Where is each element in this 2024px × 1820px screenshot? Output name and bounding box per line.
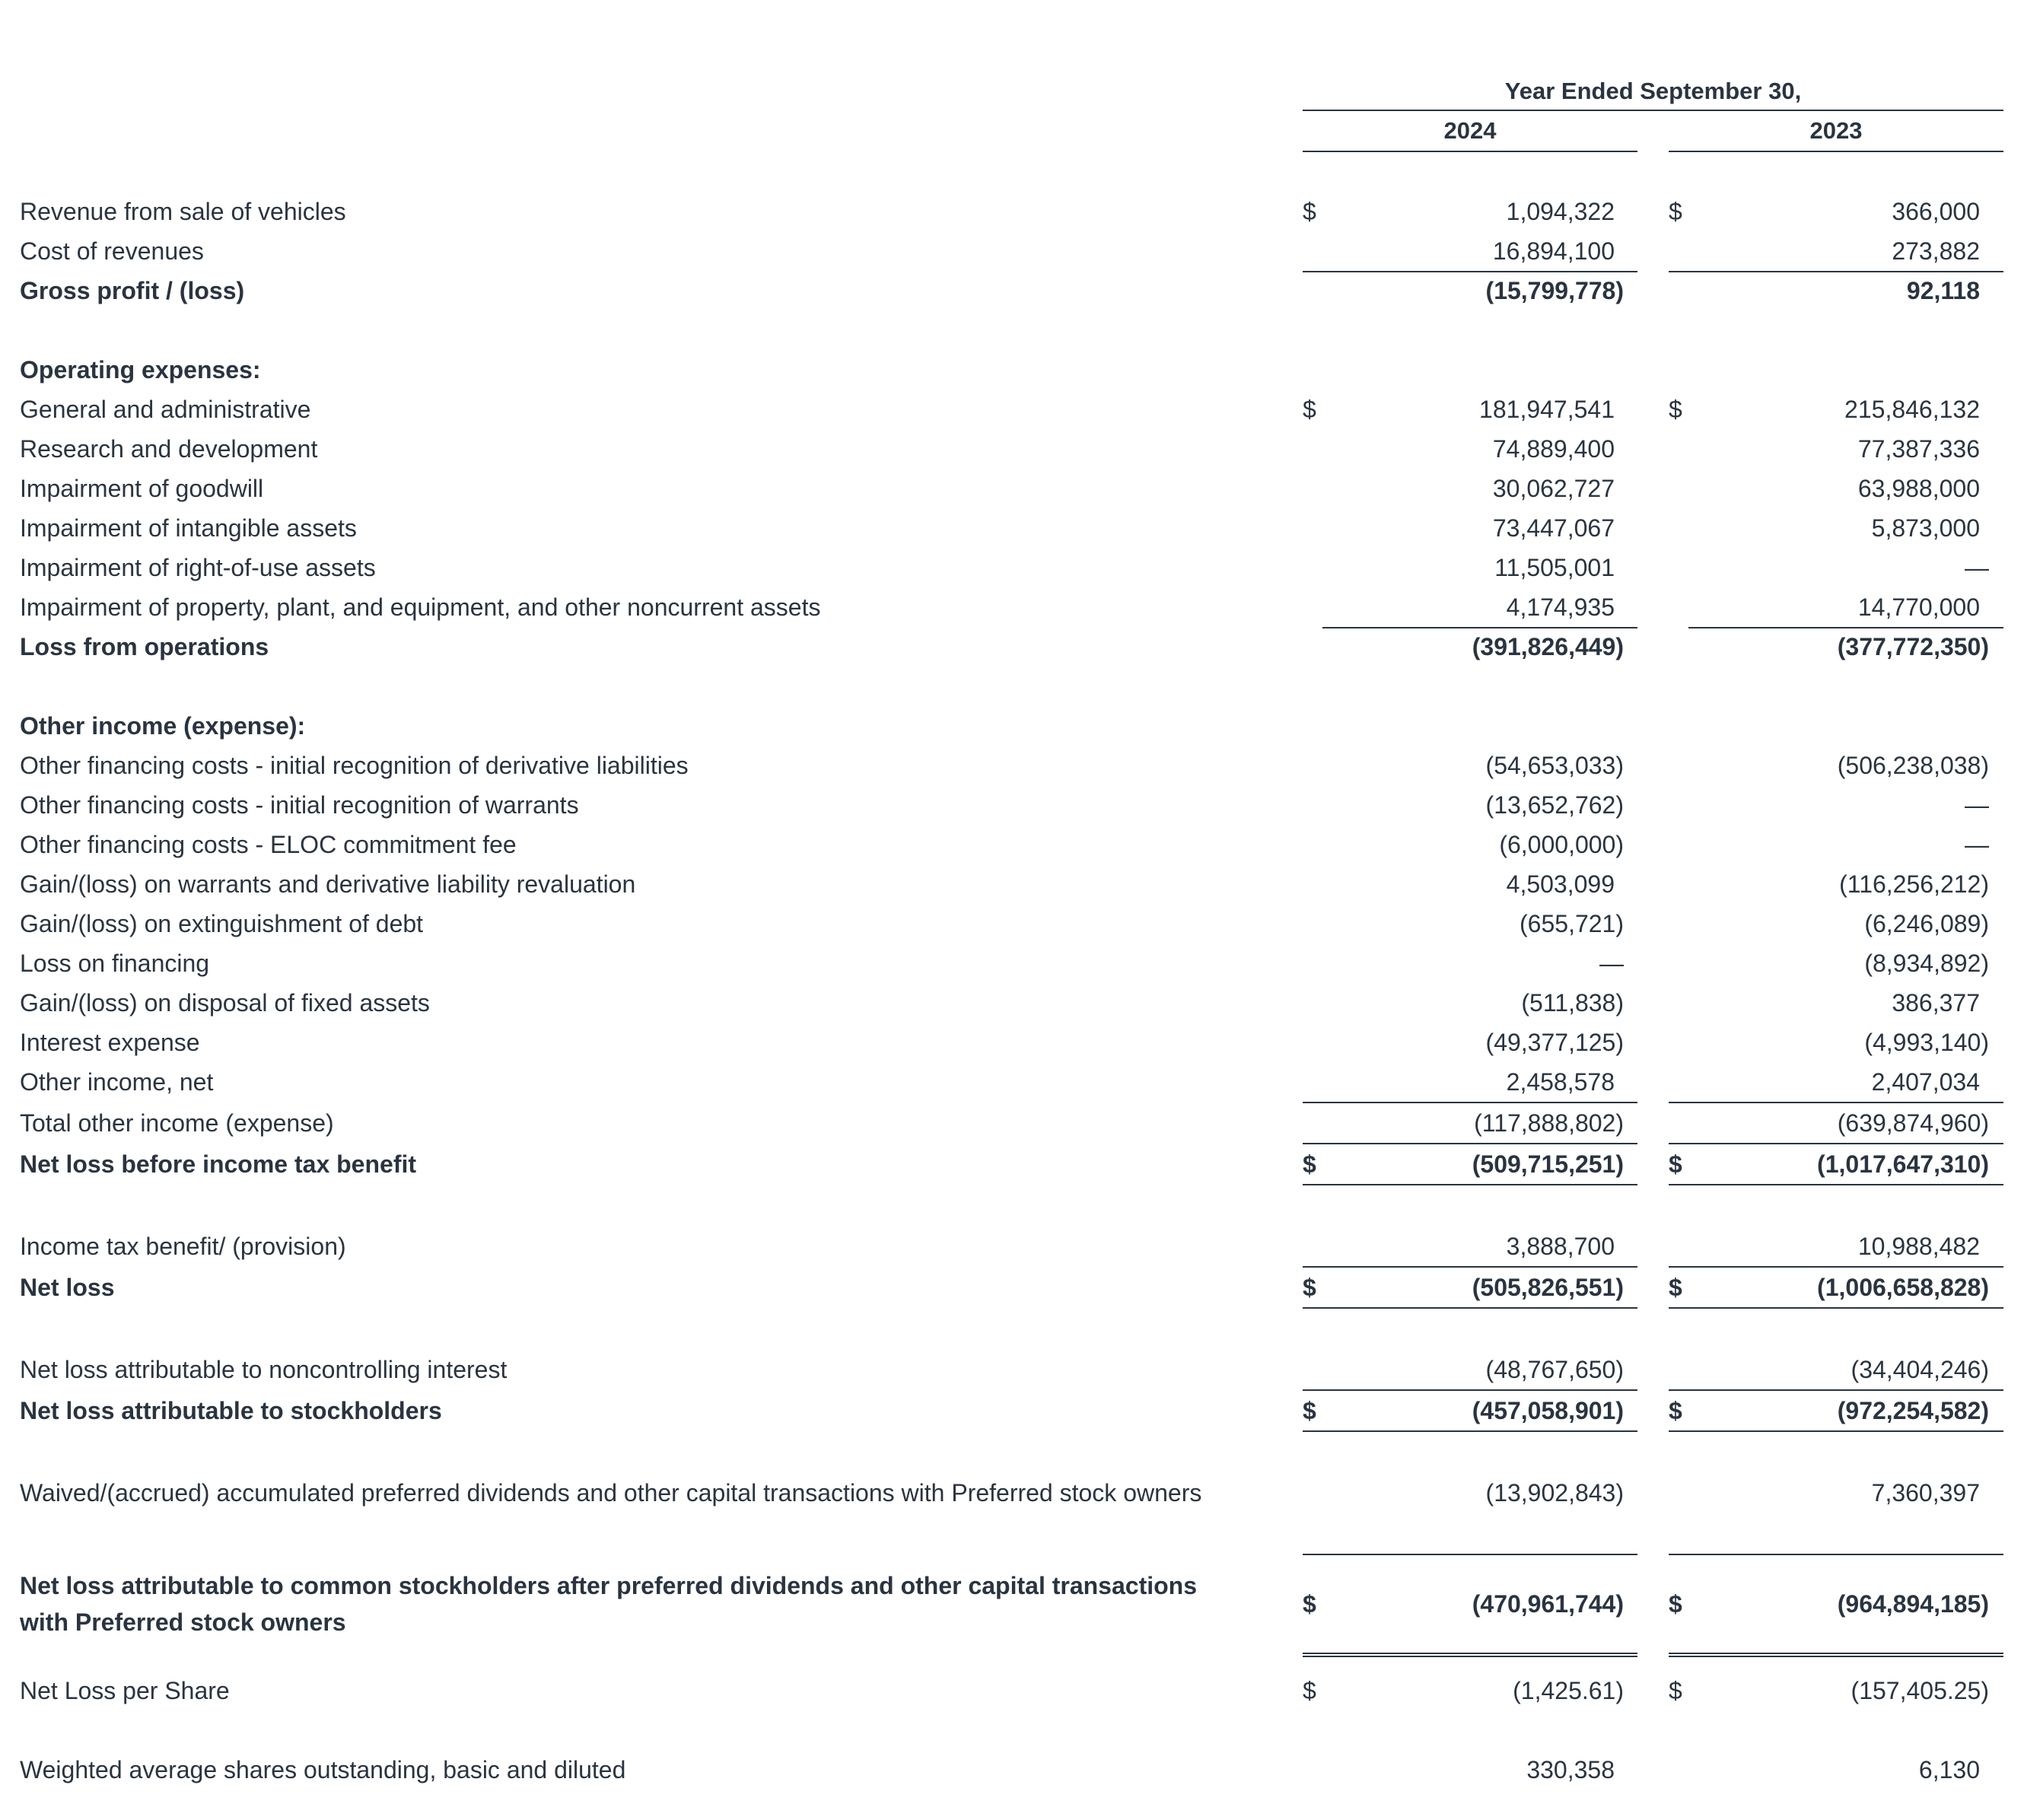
row-label: Loss on financing [20, 950, 210, 977]
column-header-2023: 2023 [1809, 117, 1863, 144]
row-label: Other financing costs - ELOC commitment fee [20, 831, 517, 858]
value-2023: (8,934,892) [1864, 950, 1989, 977]
statement-row [0, 1146, 2024, 1182]
row-rule [1669, 1184, 2003, 1185]
column-header-2024: 2024 [1443, 117, 1497, 144]
column-header-rule-2023 [1669, 151, 2003, 152]
value-2024: (457,058,901) [1472, 1397, 1624, 1424]
value-2024: 181,947,541 [1479, 396, 1615, 423]
value-2023: (6,246,089) [1864, 910, 1989, 937]
value-2024: (13,652,762) [1485, 791, 1624, 819]
statement-row [0, 352, 2024, 388]
row-label: Net Loss per Share [20, 1677, 230, 1704]
value-2024: (505,826,551) [1472, 1274, 1624, 1301]
value-2023: 10,988,482 [1857, 1233, 1980, 1260]
value-2024: (117,888,802) [1474, 1109, 1624, 1137]
row-label: Impairment of goodwill [20, 475, 264, 502]
value-2024: (6,000,000) [1499, 831, 1624, 858]
row-label: General and administrative [20, 396, 311, 423]
row-label: Income tax benefit/ (provision) [20, 1233, 346, 1260]
statement-row [0, 708, 2024, 744]
currency-symbol-2024: $ [1303, 198, 1316, 225]
value-2024: 2,458,578 [1506, 1068, 1615, 1096]
statement-row [0, 905, 2024, 942]
value-2024: 4,174,935 [1506, 593, 1615, 621]
value-2023: (34,404,246) [1851, 1356, 1989, 1383]
currency-symbol-2024: $ [1303, 1590, 1316, 1618]
row-label: Net loss attributable to noncontrolling interest [20, 1356, 508, 1383]
value-2023: (116,256,212) [1839, 870, 1989, 898]
value-2024: (13,902,843) [1485, 1479, 1624, 1507]
value-2024: (15,799,778) [1485, 277, 1624, 304]
row-rule [1669, 1102, 2003, 1103]
row-label: Gain/(loss) on extinguishment of debt [20, 910, 424, 937]
row-rule [1669, 1554, 2003, 1555]
row-label: Net loss [20, 1274, 115, 1301]
value-2024: (509,715,251) [1472, 1150, 1624, 1178]
value-2024: — [1599, 950, 1624, 977]
row-label: Other financing costs - initial recognition of derivative liabilities [20, 752, 689, 779]
row-label: Cost of revenues [20, 237, 204, 265]
row-label: Total other income (expense) [20, 1109, 334, 1137]
value-2024: 1,094,322 [1506, 198, 1615, 225]
row-label: Operating expenses: [20, 356, 261, 383]
value-2024: 3,888,700 [1506, 1233, 1615, 1260]
row-rule [1303, 1102, 1637, 1103]
statement-row [0, 985, 2024, 1021]
row-rule [1303, 1184, 1637, 1185]
statement-row [0, 193, 2024, 230]
row-rule [1669, 1143, 2003, 1144]
row-label: Waived/(accrued) accumulated preferred dividends and other capital transactions with Preferred stock owners [20, 1479, 1202, 1507]
value-2023: — [1965, 791, 1989, 819]
row-label: Weighted average shares outstanding, basic and diluted [20, 1756, 626, 1783]
row-rule [1303, 1554, 1637, 1555]
statement-row [0, 866, 2024, 902]
statement-row [0, 431, 2024, 467]
statement-row [0, 1064, 2024, 1100]
currency-symbol-2023: $ [1669, 1274, 1682, 1301]
value-2023: 2,407,034 [1871, 1068, 1980, 1096]
currency-symbol-2024: $ [1303, 396, 1316, 423]
value-2024: (54,653,033) [1485, 752, 1624, 779]
row-label: Impairment of intangible assets [20, 514, 357, 542]
statement-row [0, 233, 2024, 269]
value-2023: (506,238,038) [1837, 752, 1989, 779]
period-header: Year Ended September 30, [1504, 78, 1802, 104]
value-2024: 11,505,001 [1494, 554, 1615, 581]
value-2023: (4,993,140) [1864, 1029, 1989, 1056]
row-label: Other income, net [20, 1068, 214, 1096]
value-2023: (639,874,960) [1837, 1109, 1989, 1137]
row-label: Gross profit / (loss) [20, 277, 245, 304]
row-rule [1669, 1430, 2003, 1432]
value-2023: (964,894,185) [1837, 1590, 1989, 1618]
currency-symbol-2023: $ [1669, 1397, 1682, 1424]
statement-row [0, 747, 2024, 784]
statement-row [0, 1105, 2024, 1141]
value-2023: 366,000 [1892, 198, 1980, 225]
value-2023: 92,118 [1906, 277, 1980, 304]
value-2024: (655,721) [1520, 910, 1624, 937]
statement-row [0, 510, 2024, 546]
row-label: Impairment of right-of-use assets [20, 554, 376, 581]
currency-symbol-2023: $ [1669, 396, 1682, 423]
row-label: Net loss attributable to common stockholders after preferred dividends and other capital transactions with Preferred stock owners [20, 1572, 1197, 1636]
value-2023: — [1965, 554, 1989, 581]
row-rule [1669, 1266, 2003, 1268]
row-label: Revenue from sale of vehicles [20, 198, 346, 225]
statement-row [0, 1672, 2024, 1709]
statement-row [0, 787, 2024, 823]
value-2023: 273,882 [1892, 237, 1980, 265]
value-2023: 7,360,397 [1871, 1479, 1980, 1507]
statement-row [0, 391, 2024, 428]
row-rule [1669, 1307, 2003, 1309]
row-label: Research and development [20, 435, 318, 463]
row-rule [1303, 1430, 1637, 1432]
row-label: Other financing costs - initial recognition of warrants [20, 791, 579, 819]
period-header-rule [1303, 110, 2003, 111]
value-2024: 73,447,067 [1492, 514, 1615, 542]
statement-row [0, 549, 2024, 586]
row-label: Interest expense [20, 1029, 200, 1056]
value-2023: (377,772,350) [1837, 633, 1989, 660]
value-2024: 74,889,400 [1492, 435, 1615, 463]
value-2023: 386,377 [1892, 989, 1980, 1017]
currency-symbol-2023: $ [1669, 198, 1682, 225]
row-label: Other income (expense): [20, 712, 306, 740]
row-rule [1669, 1389, 2003, 1391]
value-2023: 215,846,132 [1844, 396, 1980, 423]
value-2023: (1,006,658,828) [1817, 1274, 1989, 1301]
statement-row [0, 1567, 2024, 1640]
currency-symbol-2024: $ [1303, 1677, 1316, 1704]
statement-row [0, 1228, 2024, 1265]
currency-symbol-2024: $ [1303, 1274, 1316, 1301]
value-2023: 6,130 [1918, 1756, 1980, 1783]
column-header-rule-2024 [1303, 151, 1637, 152]
row-label: Gain/(loss) on disposal of fixed assets [20, 989, 430, 1017]
value-2024: (48,767,650) [1485, 1356, 1624, 1383]
statement-row [0, 628, 2024, 665]
statement-row [0, 1752, 2024, 1788]
currency-symbol-2023: $ [1669, 1677, 1682, 1704]
currency-symbol-2024: $ [1303, 1397, 1316, 1424]
currency-symbol-2024: $ [1303, 1150, 1316, 1178]
row-rule [1303, 1307, 1637, 1309]
currency-symbol-2023: $ [1669, 1590, 1682, 1618]
row-rule [1303, 1653, 1637, 1657]
row-rule [1303, 1389, 1637, 1391]
row-label: Loss from operations [20, 633, 269, 660]
row-rule [1303, 1143, 1637, 1144]
value-2024: (391,826,449) [1472, 633, 1624, 660]
value-2024: 16,894,100 [1492, 237, 1615, 265]
statement-row [0, 1024, 2024, 1061]
statement-row [0, 1351, 2024, 1388]
row-label: Net loss before income tax benefit [20, 1150, 417, 1178]
value-2023: 63,988,000 [1857, 475, 1980, 502]
statement-row [0, 1269, 2024, 1306]
value-2023: 77,387,336 [1857, 435, 1980, 463]
row-rule [1669, 1653, 2003, 1657]
value-2024: 30,062,727 [1492, 475, 1615, 502]
statement-row [0, 589, 2024, 625]
value-2023: 14,770,000 [1857, 593, 1980, 621]
value-2024: (49,377,125) [1485, 1029, 1624, 1056]
value-2023: (157,405.25) [1851, 1677, 1989, 1704]
row-label: Net loss attributable to stockholders [20, 1397, 442, 1424]
currency-symbol-2023: $ [1669, 1150, 1682, 1178]
value-2023: — [1965, 831, 1989, 858]
statement-row [0, 826, 2024, 863]
row-label: Gain/(loss) on warrants and derivative liability revaluation [20, 870, 636, 898]
row-rule [1303, 1266, 1637, 1268]
value-2024: (1,425.61) [1513, 1677, 1624, 1704]
statement-row [0, 1475, 2024, 1511]
statement-row [0, 1392, 2024, 1429]
value-2024: 330,358 [1526, 1756, 1615, 1783]
value-2023: (1,017,647,310) [1817, 1150, 1989, 1178]
statement-row [0, 272, 2024, 309]
value-2023: (972,254,582) [1837, 1397, 1989, 1424]
statement-row [0, 945, 2024, 982]
value-2024: (470,961,744) [1472, 1590, 1624, 1618]
statement-row [0, 470, 2024, 507]
value-2024: 4,503,099 [1506, 870, 1615, 898]
value-2024: (511,838) [1521, 989, 1624, 1017]
value-2023: 5,873,000 [1871, 514, 1980, 542]
row-label: Impairment of property, plant, and equipment, and other noncurrent assets [20, 593, 821, 621]
